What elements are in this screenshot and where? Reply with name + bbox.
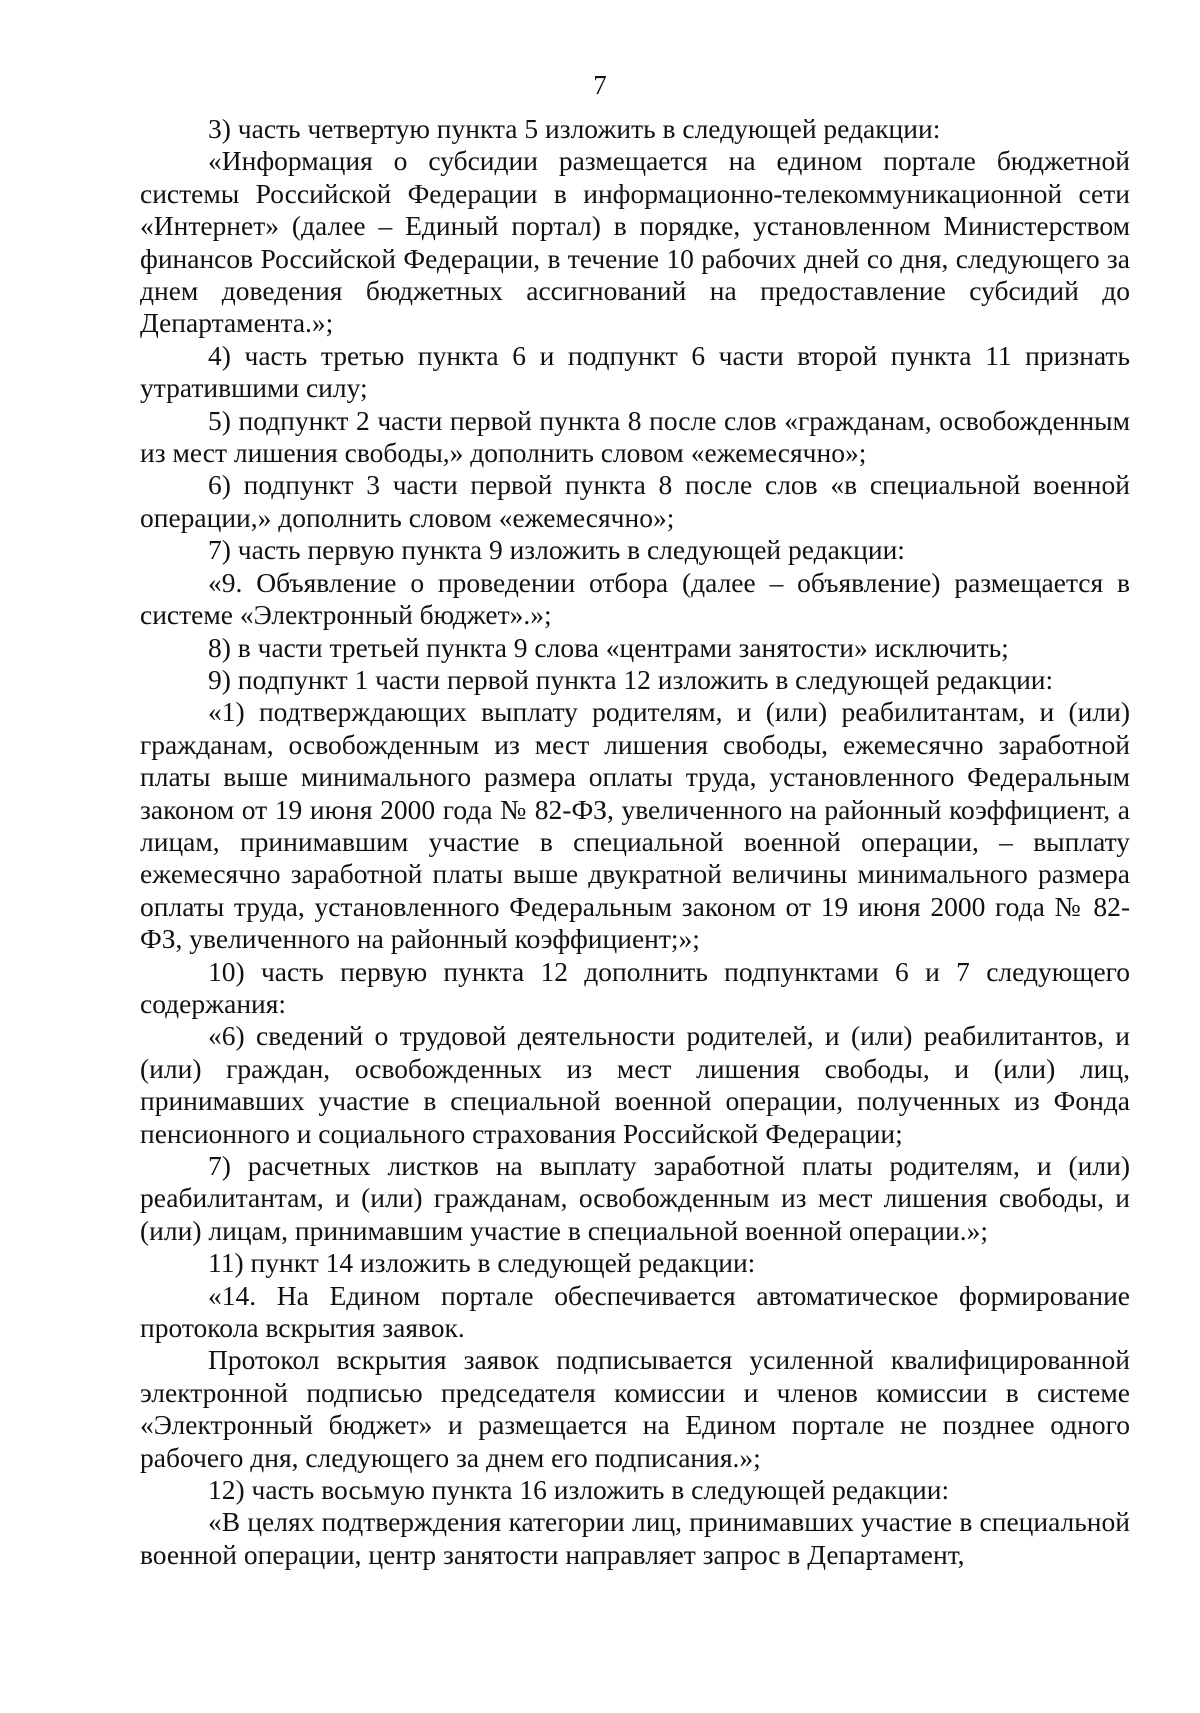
paragraph-protocol-signing: Протокол вскрытия заявок подписывается усиленной квалифицированной электронной подписью председателя комиссии и членов комиссии в системе «Электронный бюджет» и размещается на Едином портале не позднее одного рабочего дня, следующего за днем его подписания.»;	[140, 1344, 1130, 1473]
paragraph-subitem-7: 7) расчетных листков на выплату заработной платы родителям, и (или) реабилитантам, и (или) гражданам, освобожденным из мест лишения свободы, и (или) лицам, принимавшим участие в специальной военной операции.»;	[140, 1150, 1130, 1246]
paragraph-category-confirmation: «В целях подтверждения категории лиц, принимавших участие в специальной военной операции, центр занятости направляет запрос в Департамент,	[140, 1506, 1130, 1570]
paragraph-amendment-5: 5) подпункт 2 части первой пункта 8 после слов «гражданам, освобожденным из мест лишения свободы,» дополнить словом «ежемесячно»;	[140, 404, 1130, 469]
paragraph-payment-confirmation: «1) подтверждающих выплату родителям, и (или) реабилитантам, и (или) гражданам, освобожденным из мест лишения свободы, ежемесячно заработной платы выше минимального размера оплаты труда, установленного Федеральным законом от 19 июня 2000 года № 82-ФЗ, увеличенного на районный коэффициент, а лицам, принимавшим участие в специальной военной операции, – выплату ежемесячно заработной платы выше двукратной величины минимального размера оплаты труда, установленного Федеральным законом от 19 июня 2000 года № 82-ФЗ, увеличенного на районный коэффициент;»;	[140, 696, 1130, 955]
paragraph-portal-protocol: «14. На Едином портале обеспечивается автоматическое формирование протокола вскрытия заявок.	[140, 1279, 1130, 1344]
paragraph-announcement: «9. Объявление о проведении отбора (далее – объявление) размещается в системе «Электронный бюджет».»;	[140, 566, 1130, 631]
paragraph-amendment-12: 12) часть восьмую пункта 16 изложить в следующей редакции:	[208, 1474, 950, 1506]
document-body	[140, 113, 1130, 1571]
paragraph-amendment-3: 3) часть четвертую пункта 5 изложить в следующей редакции:	[208, 113, 941, 144]
paragraph-amendment-6: 6) подпункт 3 части первой пункта 8 после слов «в специальной военной операции,» дополнить словом «ежемесячно»;	[140, 469, 1130, 533]
page-number: 7	[593, 70, 607, 100]
paragraph-amendment-4: 4) часть третью пункта 6 и подпункт 6 части второй пункта 11 признать утратившими силу;	[140, 339, 1130, 404]
paragraph-subitem-6: «6) сведений о трудовой деятельности родителей, и (или) реабилитантов, и (или) граждан, освобожденных из мест лишения свободы, и (или) лиц, принимавших участие в специальной военной операции, полученных из Фонда пенсионного и социального страхования Российской Федерации;	[140, 1020, 1130, 1149]
paragraph-amendment-9: 9) подпункт 1 части первой пункта 12 изложить в следующей редакции:	[208, 663, 1054, 695]
paragraph-amendment-8: 8) в части третьей пункта 9 слова «центрами занятости» исключить;	[208, 631, 1009, 663]
paragraph-amendment-10: 10) часть первую пункта 12 дополнить подпунктами 6 и 7 следующего содержания:	[140, 955, 1130, 1019]
paragraph-amendment-11: 11) пункт 14 изложить в следующей редакции:	[208, 1247, 756, 1279]
paragraph-subsidy-information: «Информация о субсидии размещается на едином портале бюджетной системы Российской Федерации в информационно-телекоммуникационной сети «Интернет» (далее – Единый портал) в порядке, установленном Министерством финансов Российской Федерации, в течение 10 рабочих дней со дня, следующего за днем доведения бюджетных ассигнований на предоставление субсидий до Департамента.»;	[140, 145, 1130, 339]
paragraph-amendment-7: 7) часть первую пункта 9 изложить в следующей редакции:	[208, 534, 905, 566]
